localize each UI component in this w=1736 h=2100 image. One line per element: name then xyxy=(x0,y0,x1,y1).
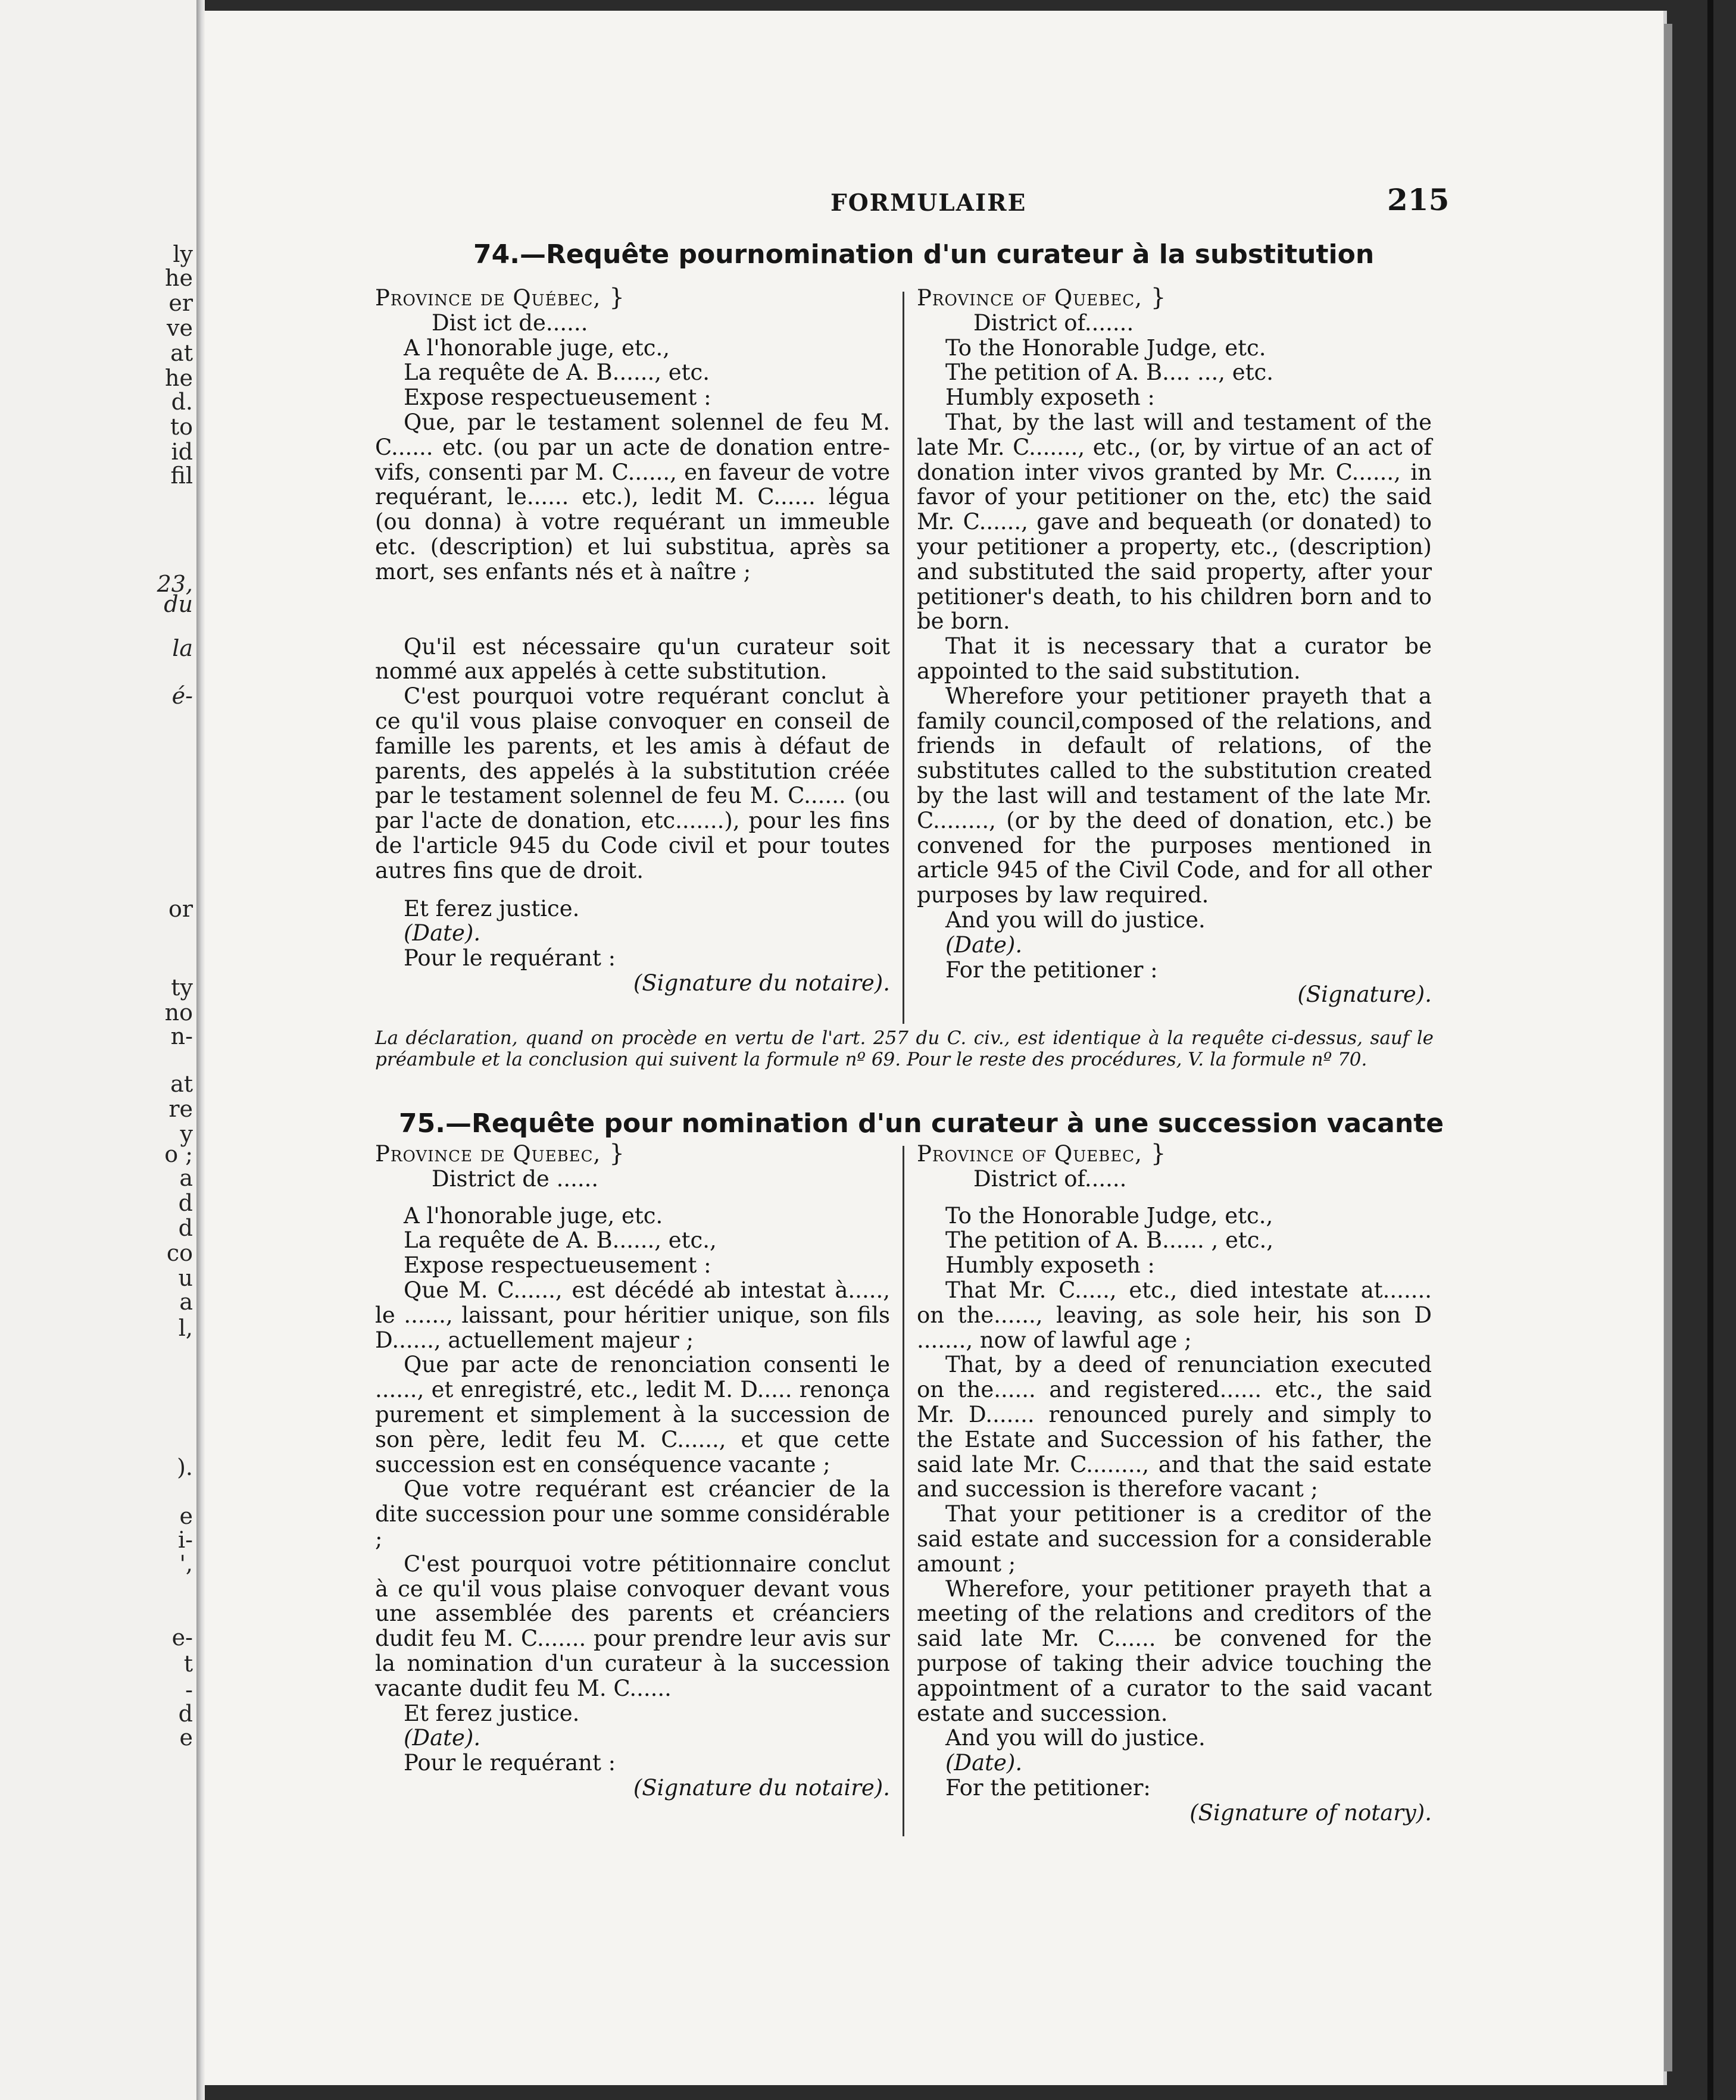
running-header: FORMULAIRE xyxy=(830,189,1027,217)
column-divider xyxy=(903,292,904,1024)
for-petitioner-line: Pour le requérant : xyxy=(404,1750,616,1776)
left-page-fragment: d xyxy=(178,1215,193,1241)
left-page-fragment: 23, xyxy=(157,571,193,597)
scan-border xyxy=(1707,0,1713,2100)
left-page-fragment: ', xyxy=(179,1551,193,1577)
signature-line: (Signature du notaire). xyxy=(633,970,890,996)
left-page-fragment: re xyxy=(168,1096,193,1122)
closing-line: Et ferez justice. xyxy=(404,1700,580,1726)
district-line: District de ...... xyxy=(432,1165,599,1192)
for-petitioner-line: Pour le requérant : xyxy=(404,945,616,971)
left-page-fragment: er xyxy=(168,290,193,316)
left-facing-page xyxy=(0,0,196,2100)
left-page-fragment: ve xyxy=(167,315,193,341)
left-page-fragment: he xyxy=(165,365,193,391)
left-page-fragment: ty xyxy=(171,974,193,1001)
form-75-title: 75.—Requête pour nomination d'un curateur à une succession vacante xyxy=(399,1108,1444,1139)
address-line: To the Honorable Judge, etc. xyxy=(945,335,1266,361)
date-line: (Date). xyxy=(404,1725,481,1751)
paragraph: Wherefore, your petitioner prayeth that a meeting of the relations and creditors of the said late Mr. C...... be convened for the purpose of taking their advice touching the appointment of a curator to the said vacant estate and succession. xyxy=(917,1576,1432,1726)
left-page-fragment: du xyxy=(164,591,193,617)
expose-line: Expose respectueusement : xyxy=(404,1252,711,1279)
book-gutter xyxy=(196,0,205,2100)
district-line: District of...... xyxy=(973,1165,1127,1192)
province-line: Province of Quebec, } xyxy=(917,284,1167,311)
petitioner-line: La requête de A. B......, etc. xyxy=(404,360,710,386)
page-number: 215 xyxy=(1387,182,1450,217)
paragraph: That your petitioner is a creditor of the said estate and succession for a considerable amount ; xyxy=(917,1501,1432,1577)
expose-line: Humbly exposeth : xyxy=(945,1252,1155,1279)
petitioner-line: The petition of A. B.... ..., etc. xyxy=(945,360,1274,386)
address-line: A l'honorable juge, etc. xyxy=(404,1202,663,1229)
paragraph: Qu'il est nécessaire qu'un curateur soit nommé aux appelés à cette substitution. xyxy=(375,633,890,685)
left-page-fragment: é- xyxy=(171,683,193,709)
form-74-title: 74.—Requête pournomination d'un curateur à la substitution xyxy=(473,239,1375,270)
date-line: (Date). xyxy=(945,932,1023,958)
column-divider xyxy=(903,1146,904,1836)
left-page-fragment: at xyxy=(170,1071,193,1097)
signature-line: (Signature of notary). xyxy=(1189,1799,1432,1826)
district-line: District of....... xyxy=(973,310,1134,336)
form-75-french-column xyxy=(375,1142,890,1801)
left-page-fragment: co xyxy=(166,1240,193,1266)
left-page-fragment: - xyxy=(185,1677,193,1703)
left-page-fragment: no xyxy=(164,999,193,1026)
left-page-fragment: ). xyxy=(177,1454,193,1480)
district-line: Dist ict de...... xyxy=(432,310,588,336)
left-page-fragment: la xyxy=(172,635,193,661)
page-edge xyxy=(1664,24,1672,2071)
form-74-french-column xyxy=(375,286,890,996)
petitioner-line: La requête de A. B......, etc., xyxy=(404,1227,717,1254)
left-page-fragment: e xyxy=(179,1503,193,1529)
date-line: (Date). xyxy=(945,1750,1023,1776)
address-line: A l'honorable juge, etc., xyxy=(404,335,670,361)
closing-line: And you will do justice. xyxy=(945,1725,1206,1751)
paragraph: Que par acte de renonciation consenti le ......, et enregistré, etc., ledit M. D..... renonça purement et simplement à la succession de son père, ledit feu M. C......, et que cette succession est en conséquence vacante ; xyxy=(375,1352,890,1477)
closing-line: And you will do justice. xyxy=(945,907,1206,933)
form-75-english-column xyxy=(917,1142,1432,1826)
address-line: To the Honorable Judge, etc., xyxy=(945,1202,1273,1229)
paragraph: C'est pourquoi votre pétitionnaire conclut à ce qu'il vous plaise convoquer devant vous une assemblée des parents et créanciers dudit feu M. C....... pour prendre leur avis sur la nomination d'un curateur à la succession vacante dudit feu M. C...... xyxy=(375,1551,890,1701)
paragraph: Que votre requérant est créancier de la dite succession pour une somme considérable ; xyxy=(375,1476,890,1552)
left-page-fragment: d. xyxy=(171,389,193,415)
left-page-fragment: a xyxy=(179,1289,193,1315)
closing-line: Et ferez justice. xyxy=(404,895,580,921)
signature-line: (Signature du notaire). xyxy=(633,1774,890,1801)
left-page-fragment: l, xyxy=(178,1315,193,1341)
left-page-fragment: o ; xyxy=(164,1141,193,1167)
left-page-fragment: ly xyxy=(173,241,193,267)
left-page-fragment: he xyxy=(165,265,193,291)
paragraph: C'est pourquoi votre requérant conclut à ce qu'il vous plaise convoquer en conseil de famille les parents, et les amis à défaut de parents, des appelés à la substitution créée par le testament solennel de feu M. C...... (ou par l'acte de donation, etc.......), pour les fins de l'article 945 du Code civil et pour toutes autres fins que de droit. xyxy=(375,683,890,883)
left-page-fragment: id xyxy=(171,439,193,465)
paragraph: That, by the last will and testament of the late Mr. C......., etc., (or, by virtue of an act of donation inter vivos granted by Mr. C......, in favor of your petitioner on the, etc) the said Mr. C......, gave and bequeath (or donated) to your petitioner a property, etc., (description) and substituted the said property, after your petitioner's death, to his children born and to be born. xyxy=(917,409,1432,635)
paragraph: That Mr. C....., etc., died intestate at....... on the......, leaving, as sole heir, his son D ......., now of lawful age ; xyxy=(917,1277,1432,1353)
paragraph: Que M. C......, est décédé ab intestat à....., le ......, laissant, pour héritier unique, son fils D......, actuellement majeur ; xyxy=(375,1277,890,1353)
left-page-fragment: e xyxy=(179,1724,193,1751)
date-line: (Date). xyxy=(404,920,481,946)
left-page-fragment: d xyxy=(178,1190,193,1216)
paragraph: Que, par le testament solennel de feu M. C...... etc. (ou par un acte de donation entre-vifs, consenti par M. C......, en faveur de votre requérant, le...... etc.), ledit M. C...... légua (ou donna) à votre requérant un immeuble etc. (description) et lui substitua, après sa mort, ses enfants nés et à naître ; xyxy=(375,409,890,585)
left-page-fragment: y xyxy=(180,1121,193,1147)
left-page-fragment: or xyxy=(168,896,193,922)
province-line: Province de Quebec, } xyxy=(375,1140,625,1167)
left-page-fragment: to xyxy=(170,414,193,440)
paragraph: That it is necessary that a curator be appointed to the said substitution. xyxy=(917,633,1432,684)
province-line: Province of Quebec, } xyxy=(917,1140,1167,1167)
left-page-fragment: d xyxy=(178,1701,193,1727)
signature-line: (Signature). xyxy=(1297,982,1432,1008)
paragraph: That, by a deed of renunciation executed on the...... and registered...... etc., the said Mr. D....... renounced purely and simply to the Estate and Succession of his father, the said late Mr. C........, and that the said estate and succession is therefore vacant ; xyxy=(917,1352,1432,1502)
petitioner-line: The petition of A. B...... , etc., xyxy=(945,1227,1274,1254)
left-page-fragment: n- xyxy=(170,1023,193,1049)
for-petitioner-line: For the petitioner : xyxy=(945,957,1158,983)
expose-line: Humbly exposeth : xyxy=(945,385,1155,411)
for-petitioner-line: For the petitioner: xyxy=(945,1774,1151,1801)
left-page-fragment: fil xyxy=(170,462,193,489)
form-74-english-column xyxy=(917,286,1432,1007)
left-page-fragment: e- xyxy=(171,1624,193,1651)
paragraph: Wherefore your petitioner prayeth that a family council,composed of the relations, and friends in default of relations, of the substitutes called to the substitution created by the last will and testament of the late Mr. C........, (or by the deed of donation, etc.) be convened for the purposes mentioned in article 945 of the Civil Code, and for all other purposes by law required. xyxy=(917,683,1432,908)
left-page-fragment: at xyxy=(170,340,193,366)
left-page-fragment: t xyxy=(183,1651,193,1677)
left-page-fragment: i- xyxy=(178,1527,193,1553)
form-74-note: La déclaration, quand on procède en vertu de l'art. 257 du C. civ., est identique à la requête ci-dessus, sauf le préambule et la conclusion qui suivent la formule nº 69. Pour le reste des procédures, V. la formule nº 70. xyxy=(375,1027,1434,1070)
province-line: Province de Québec, } xyxy=(375,284,625,311)
left-page-fragment: u xyxy=(178,1265,193,1291)
expose-line: Expose respectueusement : xyxy=(404,385,711,411)
left-page-fragment: a xyxy=(179,1165,193,1191)
